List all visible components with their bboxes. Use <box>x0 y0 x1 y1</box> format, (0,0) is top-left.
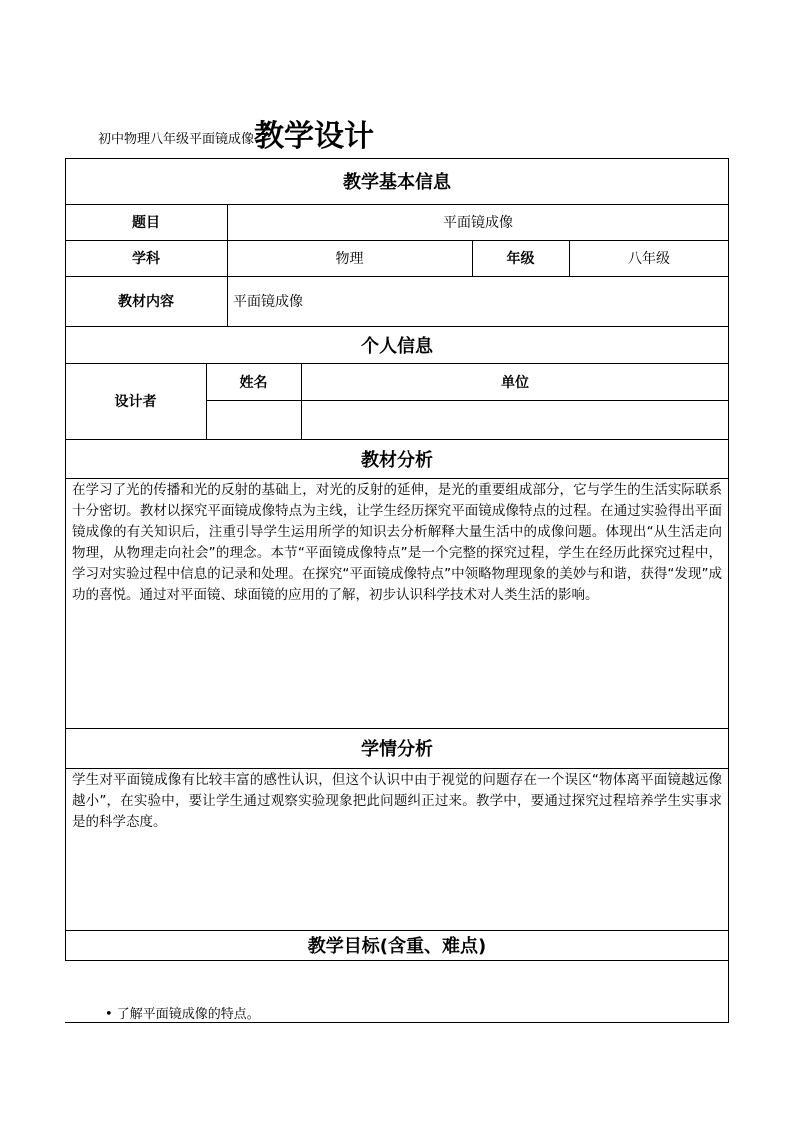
name-label: 姓名 <box>239 374 268 391</box>
table-border-bottom <box>65 1022 729 1023</box>
basic-info-heading: 教学基本信息 <box>343 172 451 193</box>
subject-label: 学科 <box>132 251 160 267</box>
row-divider <box>65 960 729 961</box>
topic-label: 题目 <box>132 215 160 231</box>
content-label: 教材内容 <box>118 294 174 310</box>
material-analysis-text: 在学习了光的传播和光的反射的基础上，对光的反射的延伸，是光的重要组成部分，它与学生的生活实际联系十分密切。教材以探究平面镜成像特点为主线，让学生经历探究平面镜成像特点的过程。在通过实验得出平面镜成像的有关知识后，注重引导学生运用所学的知识去分析解释大量生活中的成像问题。体现出“从生活走向物理，从物理走向社会”的理念。本节“平面镜成像特点”是一个完整的探究过程，学生在经历此探究过程中，学习对实验过程中信息的记录和处理。在探究“平面镜成像特点”中领略物理现象的美妙与和谐，获得“发现”成功的喜悦。通过对平面镜、球面镜的应用的了解，初步认识科学技术对人类生活的影响。 <box>72 482 722 603</box>
row-divider <box>65 478 729 479</box>
subject-value: 物理 <box>335 251 364 267</box>
content-value: 平面镜成像 <box>233 294 303 310</box>
grade-value: 八年级 <box>628 251 670 267</box>
designer-label: 设计者 <box>114 394 157 410</box>
objective-item: • 了解平面镜成像的特点。 <box>105 1007 260 1022</box>
unit-label: 单位 <box>501 374 529 391</box>
unit-value[interactable] <box>301 400 729 439</box>
document-title <box>98 110 374 154</box>
teaching-design-table <box>65 158 729 1023</box>
document-title-prefix: 初中物理八年级平面镜成像 <box>98 132 255 147</box>
topic-value: 平面镜成像 <box>443 215 513 231</box>
student-analysis-heading: 学情分析 <box>361 739 433 760</box>
objectives-heading: 教学目标(含重、难点) <box>307 936 487 957</box>
name-value[interactable] <box>206 400 301 439</box>
student-analysis-text: 学生对平面镜成像有比较丰富的感性认识，但这个认识中由于视觉的问题存在一个误区“物体离平面镜越远像越小”，在实验中，要让学生通过观察实验现象把此问题纠正过来。教学中，要通过探究过程培养学生实事求是的科学态度。 <box>72 772 722 830</box>
row-divider <box>65 768 729 769</box>
personal-info-heading: 个人信息 <box>361 335 433 357</box>
document-title-main: 教学设计 <box>254 119 375 154</box>
material-analysis-heading: 教材分析 <box>361 449 433 471</box>
grade-label: 年级 <box>506 251 535 267</box>
